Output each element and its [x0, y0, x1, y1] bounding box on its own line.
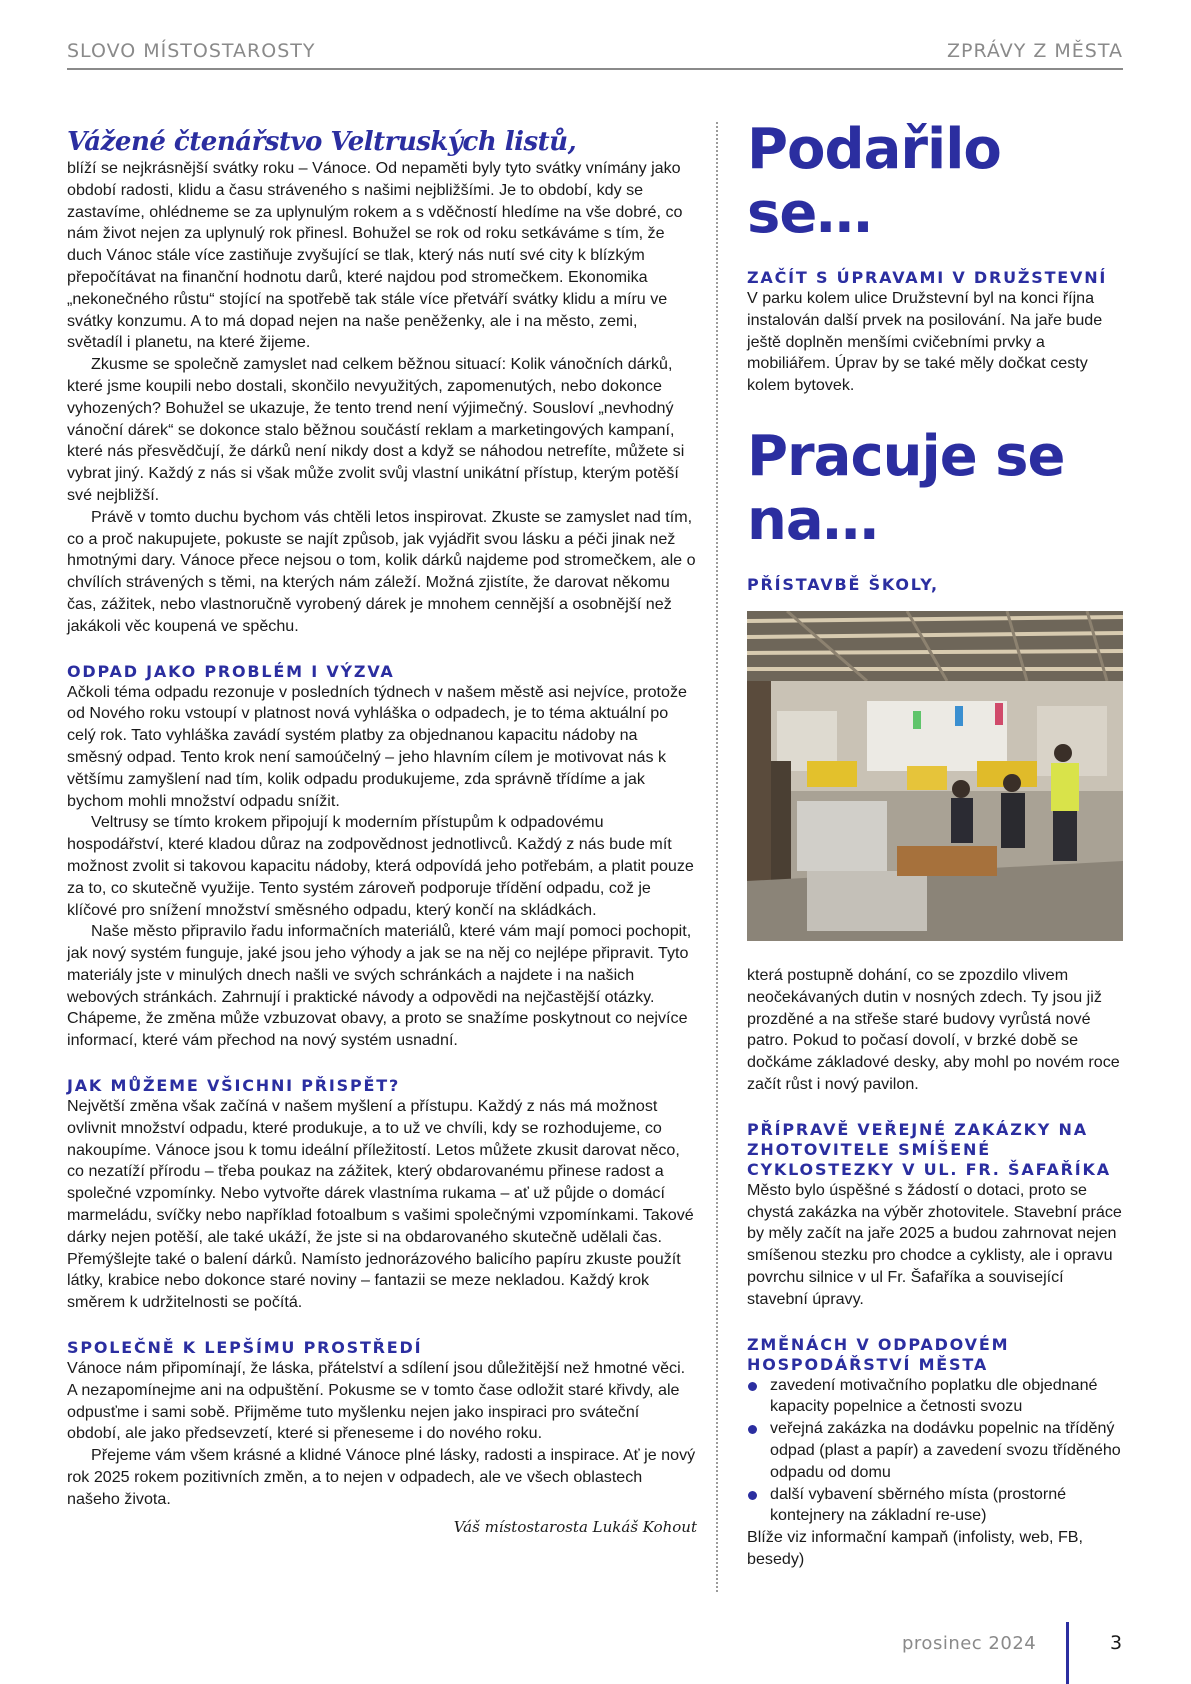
- sidebar-text: Blíže viz informační kampaň (infolisty, web, FB, besedy): [747, 1528, 1083, 1568]
- bullet-dot-icon: [748, 1382, 757, 1391]
- issue-date: prosinec 2024: [902, 1633, 1037, 1654]
- list-item: další vybavení sběrného místa (prostorné kontejnery na základní re-use): [747, 1484, 1123, 1528]
- footer-divider: [1066, 1622, 1069, 1684]
- letter-paragraph: Přejeme vám všem krásné a klidné Vánoce plné lásky, radosti a inspirace. Ať je nový rok 2025 rokem pozitivních změn, a to nejen v odpadech, ale ve všech oblastech našeho života.: [67, 1446, 696, 1508]
- sidebar-title-in-progress: Pracuje se na…: [747, 423, 1065, 553]
- letter-paragraph: Vánoce nám připomínají, že láska, přátelství a sdílení jsou důležitější než hmotné věci. A nezapomínejme ani na odpuštění. Pokusme se v tomto čase odložit staré křivdy, ale odpusťme i sami sobě. Přijměme tuto myšlenku nejen jako inspiraci pro sváteční období, ale jako předsevzetí, které si přeneseme i do nového roku.: [67, 1359, 686, 1443]
- sidebar-text: V parku kolem ulice Družstevní byl na konci října instalován další prvek na posilování. Na jaře bude ještě doplněn menšími cvičebními prvky a mobiliářem. Úprav by se také měly dočkat cesty kolem bytovek.: [747, 289, 1103, 395]
- running-header: [67, 38, 1123, 70]
- bullet-dot-icon: [748, 1425, 757, 1434]
- section-heading: SPOLEČNĚ K LEPŠÍMU PROSTŘEDÍ: [67, 1338, 423, 1358]
- section-heading: JAK MŮŽEME VŠICHNI PŘISPĚT?: [67, 1076, 401, 1096]
- waste-changes-list: [747, 1375, 1123, 1528]
- section-heading: ODPAD JAKO PROBLÉM I VÝZVA: [67, 661, 395, 681]
- list-item: veřejná zakázka na dodávku popelnic na tříděný odpad (plast a papír) a zavedení svozu tříděného odpadu od domu: [747, 1418, 1123, 1483]
- sidebar-text: která postupně dohání, co se zpozdilo vlivem neočekávaných dutin v nosných zdech. Ty jsou již prozděné a na střeše staré budovy vyrůstá nové patro. Pokud to počasí dovolí, v brzké době se dočkáme základové desky, aby mohl po novém roce začít růst i nový pavilon.: [747, 965, 1120, 1093]
- letter-paragraph: Veltrusy se tímto krokem připojují k moderním přístupům k odpadovému hospodářství, které kladou důraz na zodpovědnost jednotlivců. Každý z nás bude mít možnost zvolit si takovou kapacitu nádoby, která odpovídá jeho potřebám, a platit pouze za to, co skutečně využije. Tento systém zároveň podporuje třídění odpadu, což je klíčové pro snížení množství směsného odpadu, který končí na skládkách.: [67, 813, 694, 919]
- column-divider: [716, 122, 718, 1592]
- construction-photo: [747, 611, 1123, 941]
- sidebar-text: Město bylo úspěšné s žádostí o dotaci, proto se chystá zakázka na výběr zhotovitele. Stavební práce by měly začít na jaře 2025 a budou zahrnovat nejen smíšenou stezku pro chodce a cyklisty, ale i opravu povrchu silnice v ul Fr. Šafaříka a související stavební úpravy.: [747, 1180, 1122, 1308]
- section-label: SLOVO MÍSTOSTAROSTY: [67, 40, 316, 62]
- list-item: zavedení motivačního poplatku dle objednané kapacity popelnice a četnosti svozu: [747, 1375, 1123, 1419]
- letter-paragraph: Naše město připravilo řadu informačních materiálů, které vám mají pomoci pochopit, jak nový systém funguje, jaké jsou jeho výhody a jak se na něj co nejlépe připravit. Tyto materiály jste v minulých dnech našli ve svých schránkách a najdete i na našich webových stránkách. Zahrnují i praktické návody a odpovědi na nejčastější otázky. Chápeme, že změna může vzbuzovat obavy, a proto se snažíme poskytnout co nejvíce informací, které vám přechod na nový systém usnadní.: [67, 922, 692, 1050]
- letter-salutation: Vážené čtenářstvo Veltruských listů,: [67, 127, 577, 157]
- sidebar-heading: ZAČÍT S ÚPRAVAMI V DRUŽSTEVNÍ: [747, 268, 1108, 287]
- main-column: [67, 126, 697, 1537]
- letter-paragraph: blíží se nejkrásnější svátky roku – Vánoce. Od nepaměti byly tyto svátky vnímány jako období radosti, klidu a času stráveného s našimi nejbližšími. Je to období, kdy se zastavíme, ohlédneme se za uplynulým rokem a s vděčností hledíme na vše dobré, co nám život nejen za uplynulý rok přinesl. Bohužel se rok od roku setkáváme s tím, že duch Vánoc stále více zastiňuje zvyšující se tlak, který nás nutí své city k blízkým přepočítávat na finanční hodnotu darů, které najdou pod stromečkem. Ekonomika „nekonečného růstu“ stojící na spotřebě tak stále více přetváří svátky klidu a míru ve svátky konzumu. A to má dopad nejen na naše peněženky, ale i na město, zemi, světadíl i planetu, na které žijeme.: [67, 159, 683, 352]
- letter-paragraph: Ačkoli téma odpadu rezonuje v posledních týdnech v našem městě asi nejvíce, protože od Nového roku vstoupí v platnost nová vyhláška o odpadech, je to téma aktuální po celý rok. Tato vyhláška zavádí systém platby za objednanou kapacitu nádoby na směsný odpad. Tento krok není samoúčelný – jeho hlavním cílem je motivovat nás k většímu zamyšlení nad tím, kolik odpadu produkujeme, zda správně třídíme a jak bychom mohli množství odpadu snížit.: [67, 682, 687, 810]
- sidebar-heading: PŘÍPRAVĚ VEŘEJNÉ ZAKÁZKY NA ZHOTOVITELE SMÍŠENÉ CYKLOSTEZKY V UL. FR. ŠAFAŘÍKA: [747, 1119, 1111, 1179]
- page-number: 3: [1110, 1632, 1123, 1654]
- bullet-dot-icon: [748, 1491, 757, 1500]
- sidebar-heading: PŘÍSTAVBĚ ŠKOLY,: [747, 574, 939, 594]
- letter-paragraph: Právě v tomto duchu bychom vás chtěli letos inspirovat. Zkuste se zamyslet nad tím, co a proč nakupujete, pokuste se najít způsob, jak vyjádřit svou lásku a péči jinak než hmotnými dary. Vánoce přece nejsou o tom, kolik dárků najdeme pod stromečkem, ale o chvílích strávených s těmi, na kterých nám záleží. Možná zjistíte, že darovat někomu čas, zážitek, nebo vlastnoručně vyrobený dárek je mnohem cennější a osobnější než jakákoli věc koupená ve spěchu.: [67, 507, 696, 635]
- sidebar-heading: ZMĚNÁCH V ODPADOVÉM HOSPODÁŘSTVÍ MĚSTA: [747, 1334, 1010, 1374]
- signature: Váš místostarosta Lukáš Kohout: [453, 1517, 697, 1536]
- construction-photo-illustration: [747, 611, 1123, 941]
- letter-paragraph: Největší změna však začíná v našem myšlení a přístupu. Každý z nás má možnost ovlivnit množství odpadu, které produkuje, a to už ve chvíli, kdy se rozhodujeme, co nakoupíme. Vánoce jsou k tomu ideální příležitostí. Letos můžete zkusit darovat něco, co nezatíží přírodu – třeba poukaz na zážitek, který obdarovanému přinese radost a společné vzpomínky. Nebo vytvořte dárek vlastníma rukama – ať už půjde o domácí marmeládu, svíčky nebo například fotoalbum s vašimi společnými vzpomínkami. Takové dárky nejen potěší, ale také ukáží, že jste si na obdarovaného skutečně udělali čas. Přemýšlejte také o balení dárků. Namísto jednorázového balicího papíru zkuste použít látky, krabice nebo dokonce staré noviny – fantazii se meze nekladou. Každý krok směrem k udržitelnosti se počítá.: [67, 1097, 694, 1312]
- sidebar-column: [747, 118, 1123, 1571]
- letter-paragraph: Zkusme se společně zamyslet nad celkem běžnou situací: Kolik vánočních dárků, které jsme koupili nebo dostali, skončilo nevyužitých, zapomenutých, nebo dokonce vyhozených? Bohužel se ukazuje, že tento trend není výjimečný. Sousloví „nevhodný vánoční dárek“ se dokonce stalo běžnou součástí reklam a marketingových kampaní, které nás přesvědčují, že dárků není nikdy dost a když se náhodou netrefíte, můžete si vybrat jiný. Každý z nás si však může zvolit svůj vlastní unikátní přístup, kterým potěší své nejbližší.: [67, 355, 685, 504]
- publication-section: ZPRÁVY Z MĚSTA: [947, 40, 1123, 62]
- sidebar-title-done: Podařilo se…: [747, 117, 1001, 246]
